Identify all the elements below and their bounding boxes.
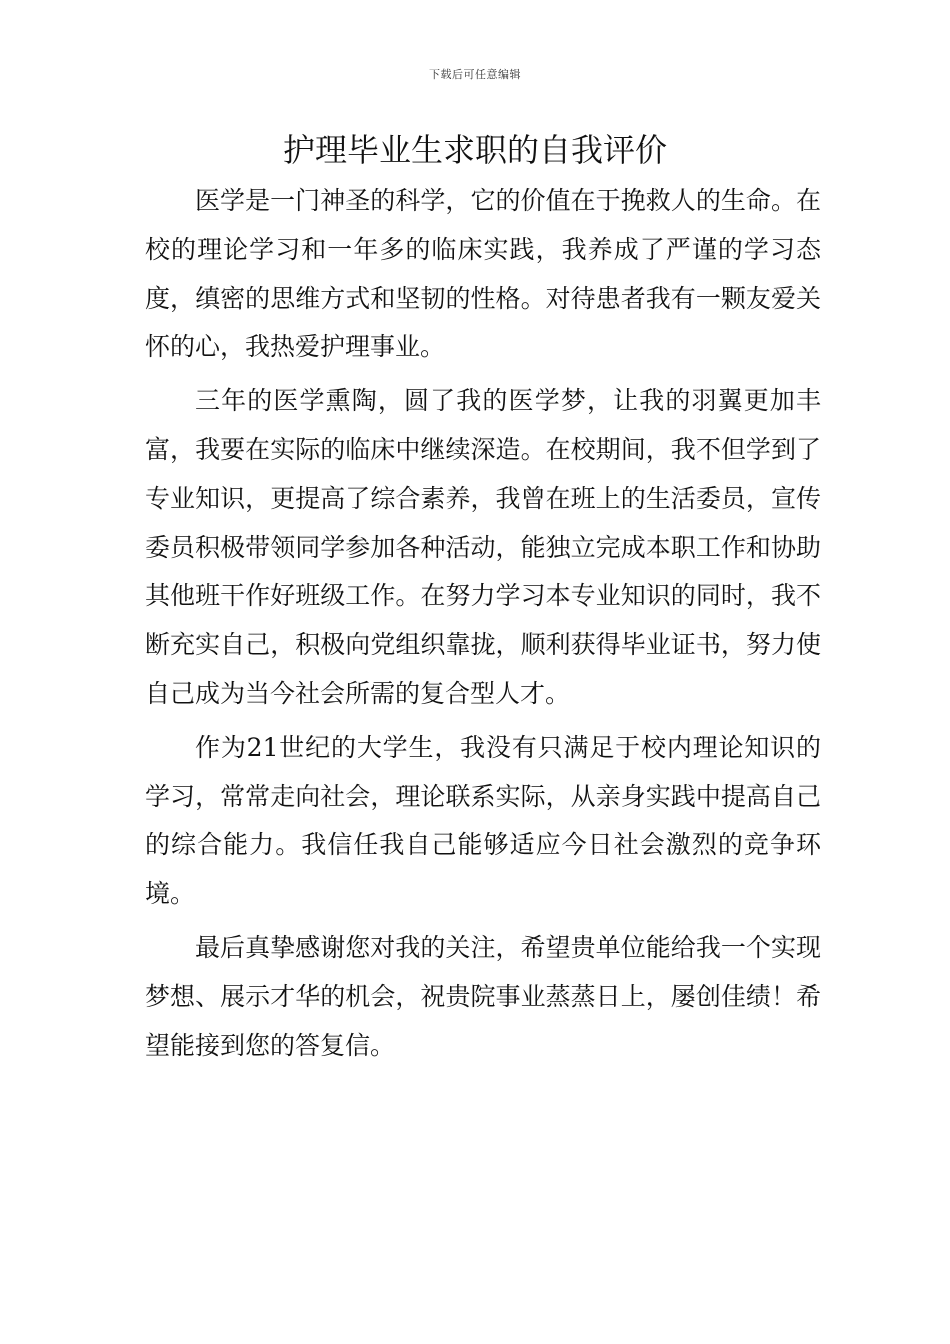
paragraph-4: 最后真挚感谢您对我的关注，希望贵单位能给我一个实现梦想、展示才华的机会，祝贵院事业蒸蒸日上，屡创佳绩！希望能接到您的答复信。 xyxy=(145,932,821,1060)
page-header-note: 下载后可任意编辑 xyxy=(429,68,521,81)
paragraph-2: 三年的医学熏陶，圆了我的医学梦，让我的羽翼更加丰富，我要在实际的临床中继续深造。在校期间，我不但学到了专业知识，更提高了综合素养，我曾在班上的生活委员，宣传委员积极带领同学参加各种活动，能独立完成本职工作和协助其他班干作好班级工作。在努力学习本专业知识的同时，我不断充实自己，积极向党组织靠拢，顺利获得毕业证书，努力使自己成为当今社会所需的复合型人才。 xyxy=(145,386,821,708)
paragraph-3: 作为21世纪的大学生，我没有只满足于校内理论知识的学习，常常走向社会，理论联系实际，从亲身实践中提高自己的综合能力。我信任我自己能够适应今日社会激烈的竞争环境。 xyxy=(145,732,821,909)
document-body xyxy=(145,177,821,1070)
paragraph-1: 医学是一门神圣的科学，它的价值在于挽救人的生命。在校的理论学习和一年多的临床实践，我养成了严谨的学习态度，缜密的思维方式和坚韧的性格。对待患者我有一颗友爱关怀的心，我热爱护理事业。 xyxy=(145,186,821,362)
document-title: 护理毕业生求职的自我评价 xyxy=(282,131,667,169)
